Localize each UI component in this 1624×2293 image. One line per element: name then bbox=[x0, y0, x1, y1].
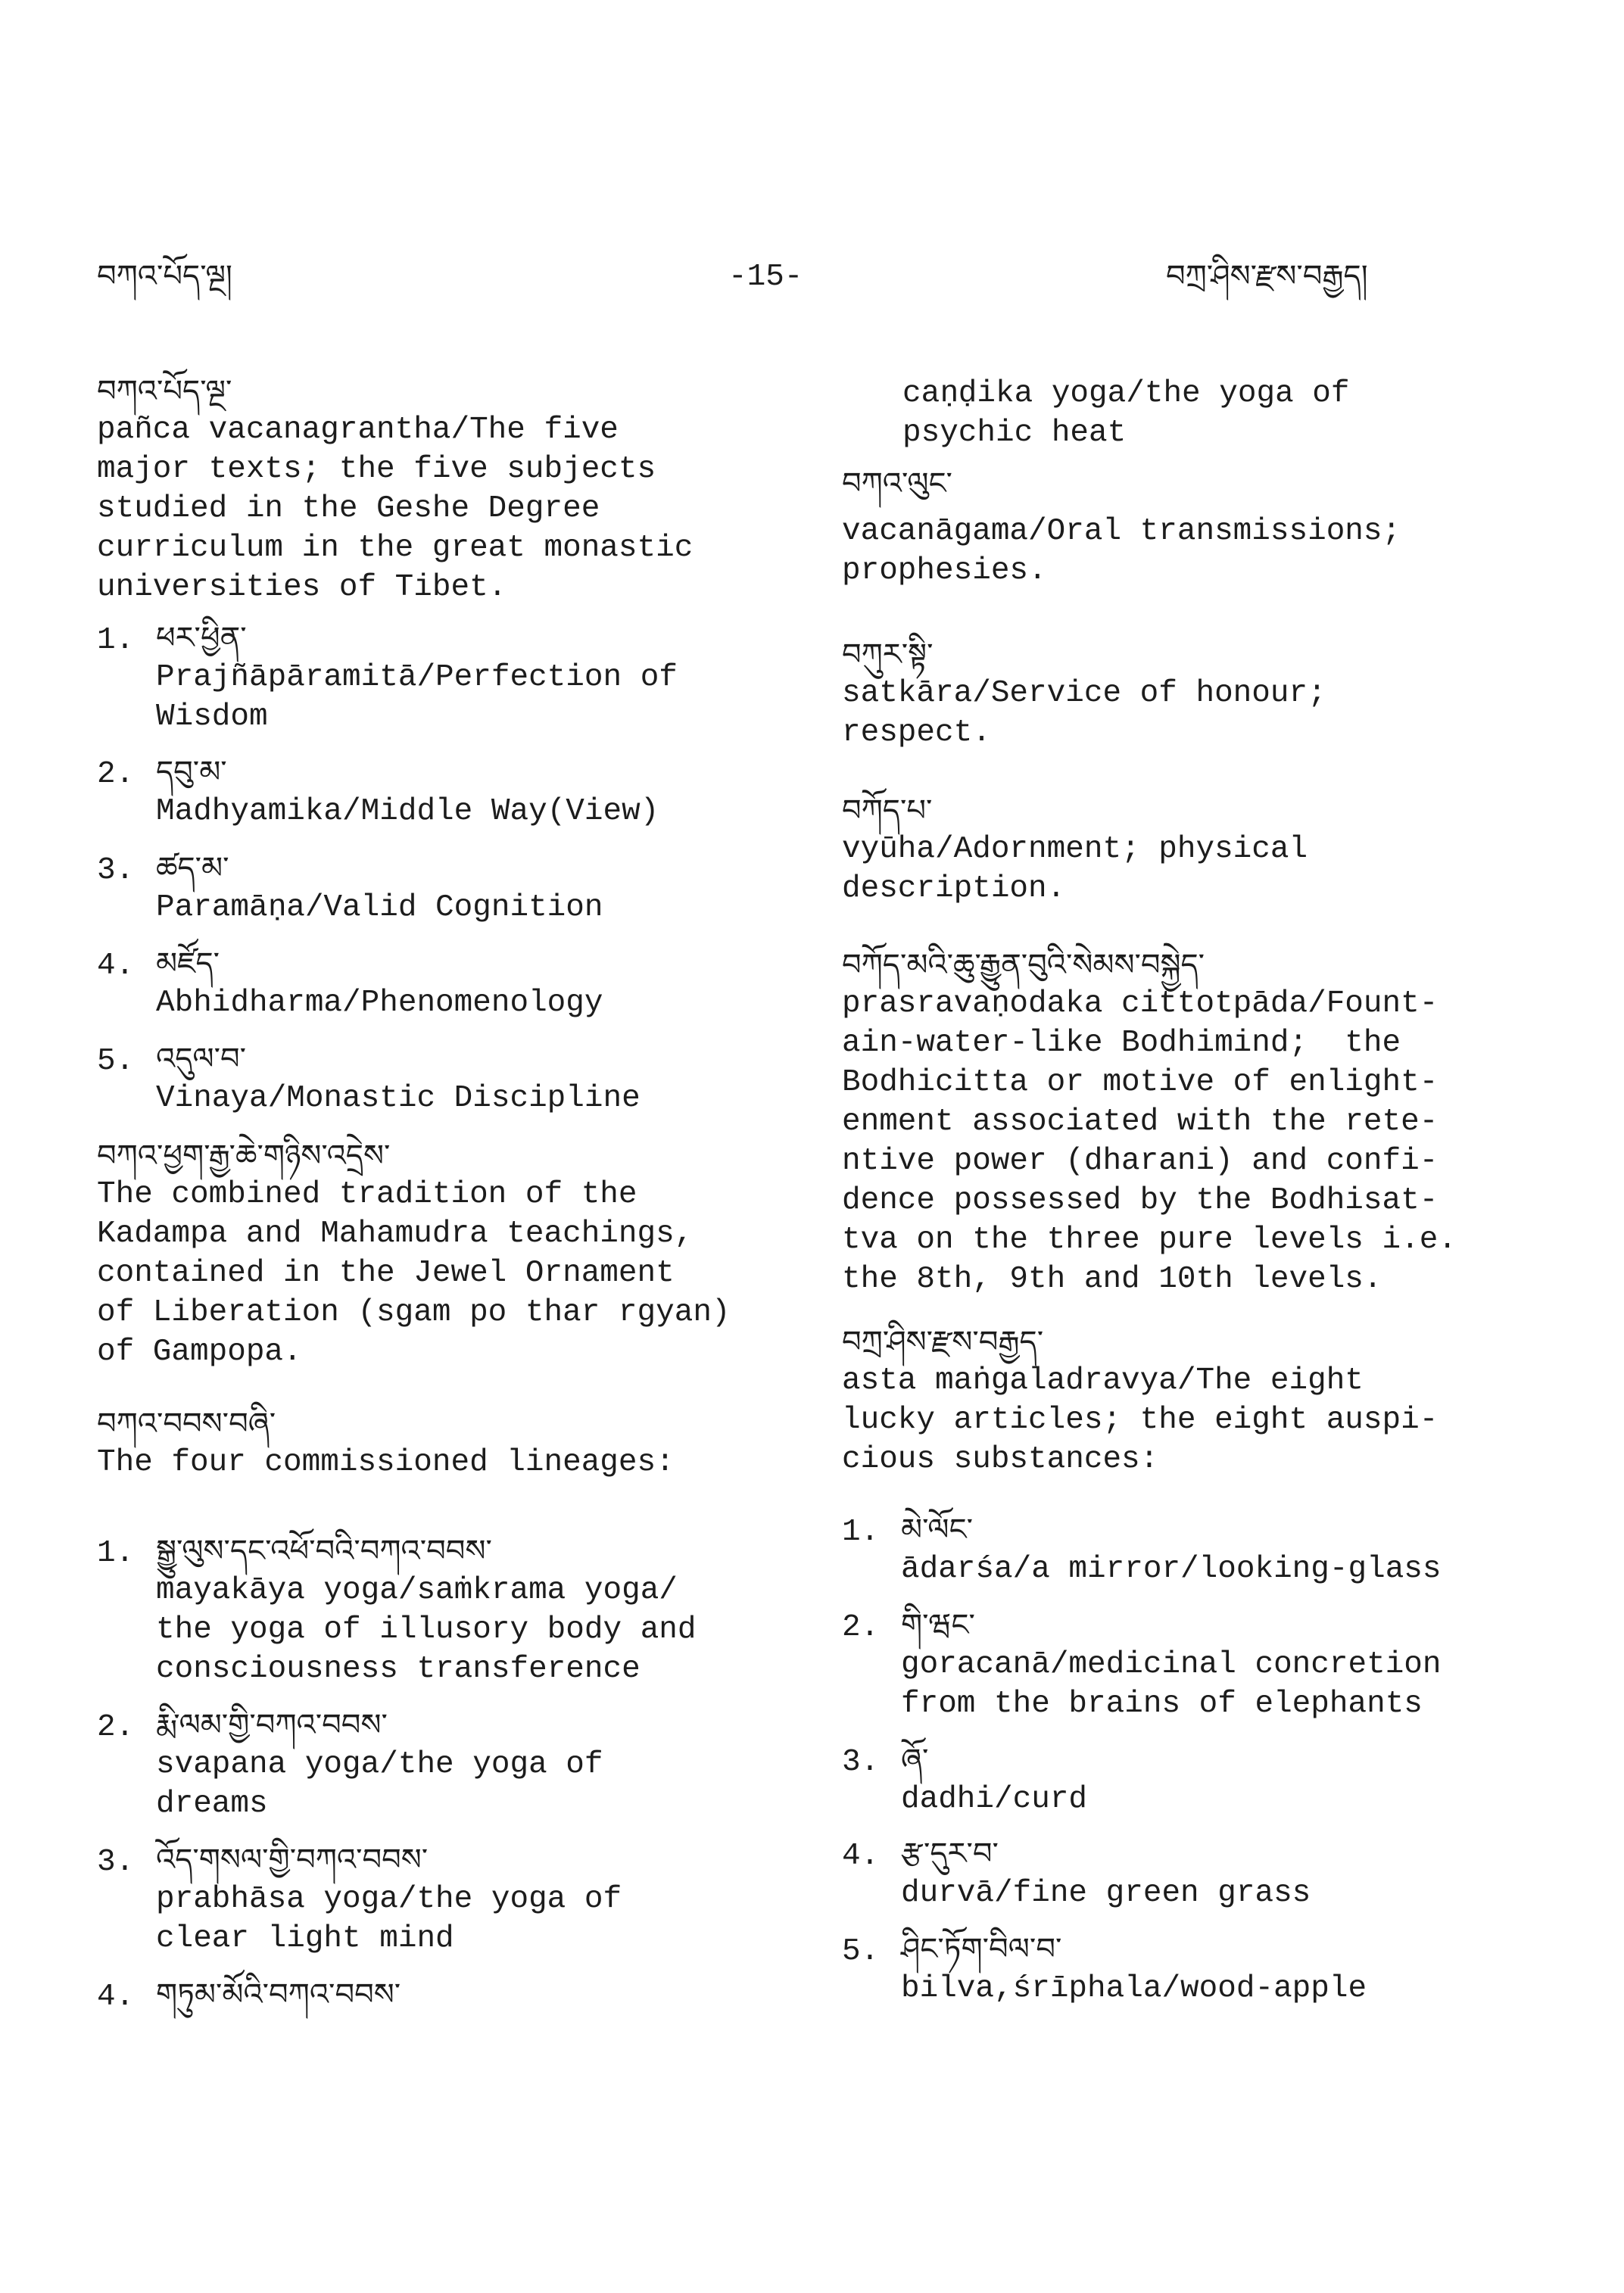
item-line: Abhidharma/Phenomenology bbox=[156, 986, 603, 1020]
list-item bbox=[97, 619, 778, 737]
entry-line: prasravaṇodaka cittotpāda/Fount- bbox=[842, 986, 1439, 1021]
list-item bbox=[842, 1835, 1523, 1913]
entry-line: of Liberation (sgam po thar rgyan) bbox=[97, 1295, 731, 1330]
entry-line: vyūha/Adornment; physical bbox=[842, 832, 1308, 867]
entry-fountain-bodhimind bbox=[842, 946, 1523, 1299]
item-number: 1. bbox=[842, 1515, 880, 1550]
item-line: svapana yoga/the yoga of bbox=[156, 1747, 603, 1782]
entry-line: pañca vacanagrantha/The five bbox=[97, 413, 619, 447]
item-tibetan: གཏུམ་མོའི་བཀའ་བབས་ bbox=[156, 1977, 401, 2012]
entry-line: The combined tradition of the bbox=[97, 1177, 637, 1212]
entry-four-lineages bbox=[97, 1405, 778, 1482]
entry-headword: བཀའ་པོད་ལྔ་ bbox=[97, 374, 232, 409]
entry-line: the 8th, 9th and 10th levels. bbox=[842, 1262, 1382, 1297]
list-item bbox=[97, 1976, 778, 2014]
item-line: Prajñāpāramitā/Perfection of bbox=[156, 660, 678, 695]
entry-line: enment associated with the rete- bbox=[842, 1104, 1439, 1139]
item-line: dreams bbox=[156, 1787, 268, 1821]
entry-line: asta maṅgaladravya/The eight bbox=[842, 1363, 1364, 1398]
item-number: 1. bbox=[97, 623, 135, 658]
entry-line: curriculum in the great monastic bbox=[97, 531, 694, 565]
item-number: 2. bbox=[842, 1610, 880, 1645]
list-item bbox=[842, 1511, 1523, 1589]
item-line: clear light mind bbox=[156, 1921, 454, 1956]
item-line: durvā/fine green grass bbox=[901, 1876, 1311, 1911]
page-number: -15- bbox=[728, 260, 803, 294]
entry-line: ntive power (dharani) and confi- bbox=[842, 1144, 1439, 1179]
list-item bbox=[842, 1741, 1523, 1819]
item-line: Vinaya/Monastic Discipline bbox=[156, 1081, 641, 1116]
entry-line: vacanāgama/Oral transmissions; bbox=[842, 514, 1401, 549]
entry-oral-transmissions bbox=[842, 465, 1523, 590]
item-tibetan: དབུ་མ་ bbox=[156, 755, 227, 790]
list-item bbox=[97, 1706, 778, 1824]
entry-headword: བཀྲ་ཤིས་རྫས་བརྒྱད་ bbox=[842, 1325, 1044, 1360]
list-item bbox=[97, 1532, 778, 1689]
entry-line: caṇḍika yoga/the yoga of bbox=[902, 376, 1350, 411]
item-tibetan: རྩ་དུར་བ་ bbox=[901, 1837, 999, 1871]
item-tibetan: འོད་གསལ་གྱི་བཀའ་བབས་ bbox=[156, 1843, 429, 1877]
item-number: 4. bbox=[842, 1839, 880, 1874]
item-number: 1. bbox=[97, 1536, 135, 1571]
entry-line: The four commissioned lineages: bbox=[97, 1445, 675, 1480]
entry-line: prophesies. bbox=[842, 553, 1047, 588]
entry-headword: བཀོད་མའི་ཆུ་རྒྱུན་བུའི་སེམས་བསྐྱེད་ bbox=[842, 948, 1205, 983]
item-number: 3. bbox=[97, 1845, 135, 1880]
item-line: goracanā/medicinal concretion bbox=[901, 1647, 1442, 1682]
running-header-left: བཀའ་པོད་ལྔ། bbox=[97, 259, 232, 294]
item-tibetan: མེ་ལོང་ bbox=[901, 1513, 973, 1547]
entry-line: cious substances: bbox=[842, 1442, 1159, 1477]
continuation-text bbox=[842, 374, 1584, 453]
entry-line: description. bbox=[842, 871, 1066, 906]
item-line: bilva,śrīphala/wood-apple bbox=[901, 1971, 1367, 2006]
item-number: 5. bbox=[97, 1044, 135, 1079]
item-tibetan: གི་ཝང་ bbox=[901, 1608, 975, 1643]
entry-headword: བཀའ་བབས་བཞི་ bbox=[97, 1407, 276, 1441]
list-item bbox=[97, 945, 778, 1023]
entry-line: studied in the Geshe Degree bbox=[97, 491, 600, 526]
list-item bbox=[97, 849, 778, 927]
entry-line: Kadampa and Mahamudra teachings, bbox=[97, 1217, 694, 1251]
item-line: consciousness transference bbox=[156, 1652, 641, 1687]
item-tibetan: རྨི་ལམ་གྱི་བཀའ་བབས་ bbox=[156, 1708, 388, 1743]
item-number: 5. bbox=[842, 1934, 880, 1969]
item-line: from the brains of elephants bbox=[901, 1687, 1423, 1721]
entry-line: respect. bbox=[842, 715, 991, 750]
entry-line: contained in the Jewel Ornament bbox=[97, 1256, 675, 1291]
item-line: Wisdom bbox=[156, 699, 268, 734]
item-tibetan: འདུལ་བ་ bbox=[156, 1042, 247, 1076]
entry-line: universities of Tibet. bbox=[97, 570, 507, 605]
item-line: mayakāya yoga/saṁkrama yoga/ bbox=[156, 1573, 678, 1608]
entry-line: psychic heat bbox=[902, 416, 1127, 450]
entry-adornment bbox=[842, 792, 1523, 908]
item-tibetan: ཕར་ཕྱིན་ bbox=[156, 621, 247, 656]
entry-line: satkāra/Service of honour; bbox=[842, 676, 1326, 711]
list-item bbox=[97, 1841, 778, 1958]
list-item bbox=[97, 1040, 778, 1118]
item-line: the yoga of illusory body and bbox=[156, 1612, 697, 1647]
entry-line: lucky articles; the eight auspi- bbox=[842, 1403, 1439, 1438]
item-number: 4. bbox=[97, 949, 135, 983]
entry-line: tva on the three pure levels i.e. bbox=[842, 1223, 1457, 1257]
item-line: dadhi/curd bbox=[901, 1782, 1088, 1817]
item-tibetan: ཚད་མ་ bbox=[156, 851, 229, 886]
item-line: prabhāsa yoga/the yoga of bbox=[156, 1882, 622, 1917]
item-number: 2. bbox=[97, 757, 135, 792]
item-number: 4. bbox=[97, 1980, 135, 2014]
entry-line: dence possessed by the Bodhisat- bbox=[842, 1183, 1439, 1218]
item-tibetan: སྒྱུ་ལུས་དང་འཕོ་བའི་བཀའ་བབས་ bbox=[156, 1534, 492, 1569]
item-line: Paramāṇa/Valid Cognition bbox=[156, 890, 603, 925]
entry-service-of-honour bbox=[842, 636, 1523, 752]
entry-eight-lucky-articles bbox=[842, 1323, 1523, 1479]
item-tibetan: ཤིང་ཏོག་བིལ་བ་ bbox=[901, 1932, 1062, 1967]
entry-headword: བཀའ་ལུང་ bbox=[842, 466, 952, 501]
item-tibetan: མཛོད་ bbox=[156, 946, 220, 981]
item-line: Madhyamika/Middle Way(View) bbox=[156, 794, 659, 829]
list-item bbox=[842, 1930, 1523, 2008]
list-item bbox=[842, 1606, 1523, 1724]
entry-line: of Gampopa. bbox=[97, 1335, 302, 1369]
item-number: 2. bbox=[97, 1710, 135, 1745]
running-header-right: བཀྲ་ཤིས་རྫས་བརྒྱད། bbox=[1166, 259, 1368, 294]
item-tibetan: ཞོ་ bbox=[901, 1743, 929, 1777]
entry-kadampa-mahamudra bbox=[97, 1137, 778, 1372]
entry-line: Bodhicitta or motive of enlight- bbox=[842, 1065, 1439, 1100]
item-number: 3. bbox=[97, 853, 135, 888]
list-item bbox=[97, 753, 778, 831]
item-line: ādarśa/a mirror/looking-glass bbox=[901, 1552, 1442, 1587]
entry-headword: བཀོད་པ་ bbox=[842, 793, 933, 828]
entry-five-texts bbox=[97, 372, 778, 607]
entry-line: major texts; the five subjects bbox=[97, 452, 656, 487]
entry-headword: བཀུར་སྟི་ bbox=[842, 637, 934, 672]
entry-headword: བཀའ་ཕྱག་རྒྱ་ཆེ་གཉིས་འདྲེས་ bbox=[97, 1139, 391, 1173]
entry-line: ain-water-like Bodhimind; the bbox=[842, 1026, 1401, 1061]
item-number: 3. bbox=[842, 1745, 880, 1780]
